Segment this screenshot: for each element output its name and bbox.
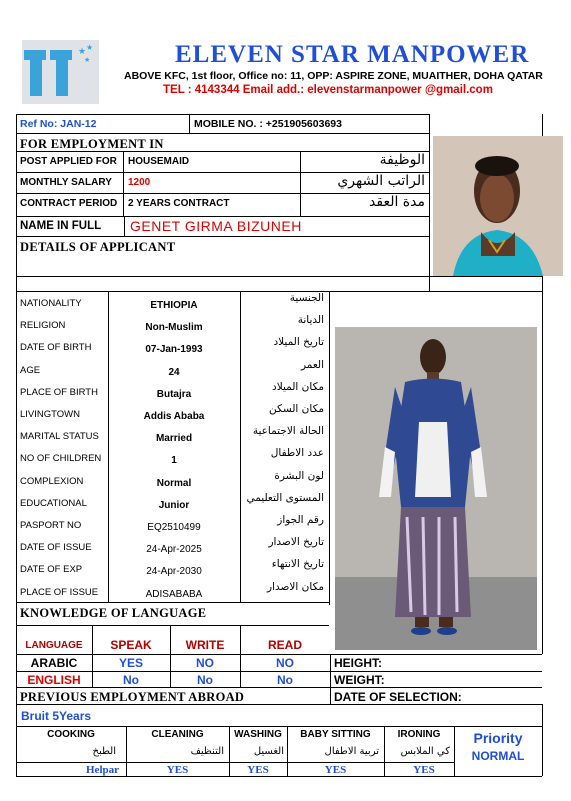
detail-arabic: تاريخ الاصدار (268, 536, 324, 549)
language-heading: KNOWLEDGE OF LANGUAGE (20, 606, 207, 620)
detail-arabic: مكان السكن (269, 403, 324, 415)
detail-arabic: مكان الاصدار (267, 580, 324, 593)
company-contact: TEL : 4143344 Email add.: elevenstarmanpower @gmail.com (163, 84, 493, 96)
detail-label: PLACE OF BIRTH (20, 386, 98, 398)
detail-arabic: مكان الميلاد (272, 380, 324, 393)
svg-text:★: ★ (78, 46, 87, 56)
lang-header-write: WRITE (185, 638, 225, 652)
ref-no: Ref No: JAN-12 (20, 118, 97, 130)
detail-value: 07-Jan-1993 (145, 344, 203, 356)
detail-label: NATIONALITY (20, 298, 82, 309)
post-applied-arabic: الوظيفة (379, 152, 425, 168)
lang-arabic: ARABIC (30, 656, 78, 670)
detail-label: NO OF CHILDREN (20, 453, 102, 465)
monthly-salary-label: MONTHLY SALARY (20, 177, 112, 188)
company-logo (22, 40, 99, 104)
details-heading: DETAILS OF APPLICANT (20, 240, 176, 254)
lang-arabic-read: NO (276, 656, 294, 670)
detail-label: DATE OF ISSUE (20, 542, 92, 554)
detail-value: 1 (171, 455, 177, 467)
lang-arabic-write: NO (196, 656, 214, 670)
detail-label: DATE OF EXP (20, 564, 83, 576)
lang-english-write: No (197, 673, 213, 687)
skill-ironing-header: IRONING (397, 729, 441, 740)
company-address: ABOVE KFC, 1st floor, Office no: 11, OPP: ASPIRE ZONE, MUAITHER, DOHA QATAR (124, 70, 543, 82)
skill-babysitting-header: BABY SITTING (300, 729, 371, 740)
skill-washing-header: WASHING (234, 729, 282, 740)
lang-english-speak: No (123, 673, 139, 687)
skill-washing-arabic: الغسيل (253, 746, 284, 757)
post-applied-value: HOUSEMAID (128, 156, 190, 167)
previous-employment-value: Bruit 5Years (21, 709, 92, 723)
detail-arabic: الديانة (297, 314, 324, 327)
detail-value: ADISABABA (145, 588, 203, 600)
lang-english: ENGLISH (27, 673, 81, 687)
employment-heading: FOR EMPLOYMENT IN (20, 137, 164, 151)
logo-eleven-icon (22, 40, 99, 104)
skill-cleaning-header: CLEANING (151, 729, 204, 740)
post-applied-label: POST APPLIED FOR (20, 156, 117, 167)
svg-text:★: ★ (86, 43, 94, 52)
detail-label: PLACE OF ISSUE (20, 586, 99, 598)
detail-arabic: المستوى التعليمي (246, 491, 324, 504)
height-label: HEIGHT: (334, 656, 382, 670)
detail-value: ETHIOPIA (150, 300, 198, 311)
svg-text:★: ★ (84, 57, 91, 64)
skill-babysitting-value: YES (324, 764, 347, 776)
detail-label: COMPLEXION (20, 475, 84, 487)
detail-value: Normal (156, 477, 192, 489)
contract-period-label: CONTRACT PERIOD (20, 198, 118, 209)
detail-value: 24 (168, 366, 180, 378)
previous-employment-heading: PREVIOUS EMPLOYMENT ABROAD (20, 690, 245, 704)
detail-label: PASPORT NO (20, 520, 82, 531)
skill-cooking-arabic: الطبخ (92, 746, 116, 757)
skill-cleaning-value: YES (166, 764, 189, 776)
detail-arabic: عدد الاطفال (270, 447, 324, 460)
detail-label: LIVINGTOWN (20, 409, 80, 420)
detail-arabic: الجنسية (289, 292, 324, 304)
detail-value: Married (155, 433, 193, 445)
lang-header-read: READ (267, 638, 302, 652)
detail-value: Addis Ababa (143, 411, 205, 422)
detail-label: EDUCATIONAL (20, 497, 87, 509)
skill-cleaning-arabic: التنظيف (190, 746, 224, 757)
company-name: ELEVEN STAR MANPOWER (175, 41, 530, 68)
monthly-salary-value: 1200 (128, 177, 151, 188)
detail-arabic: رقم الجواز (277, 514, 324, 526)
lang-arabic-speak: YES (118, 656, 143, 670)
detail-arabic: العمر (300, 358, 324, 371)
detail-value: EQ2510499 (147, 522, 201, 533)
skill-cooking-header: COOKING (47, 729, 95, 740)
detail-value: Junior (158, 499, 190, 511)
skill-babysitting-arabic: تربية الاطفال (324, 746, 379, 757)
detail-label: DATE OF BIRTH (20, 342, 92, 354)
priority-value: NORMAL (471, 749, 525, 763)
detail-arabic: الحالة الاجتماعية (252, 425, 324, 438)
date-of-selection-label: DATE OF SELECTION: (334, 690, 462, 704)
detail-label: AGE (20, 364, 41, 376)
skill-ironing-arabic: كي الملابس (400, 746, 450, 757)
priority-label: Priority (473, 730, 523, 746)
name-value: GENET GIRMA BIZUNEH (130, 218, 302, 234)
weight-label: WEIGHT: (334, 673, 385, 687)
detail-arabic: تاريخ الميلاد (273, 336, 324, 349)
name-label: NAME IN FULL (20, 220, 102, 232)
lang-english-read: No (277, 673, 293, 687)
applicant-portrait-photo (433, 136, 563, 276)
lang-header-language: LANGUAGE (25, 640, 83, 651)
mobile-no: MOBILE NO. : +251905603693 (194, 118, 342, 130)
skill-washing-value: YES (247, 764, 269, 776)
skill-cooking-value: Helpar (86, 764, 119, 776)
detail-arabic: لون البشرة (274, 469, 324, 482)
detail-label: RELIGION (20, 320, 66, 332)
monthly-salary-arabic: الراتب الشهري (337, 173, 425, 189)
applicant-full-photo (335, 327, 537, 650)
contract-period-value: 2 YEARS CONTRACT (128, 198, 230, 209)
skill-ironing-value: YES (413, 764, 435, 776)
detail-value: 24-Apr-2025 (146, 544, 202, 556)
lang-header-speak: SPEAK (110, 638, 152, 652)
detail-value: Non-Muslim (145, 322, 203, 334)
detail-value: Butajra (156, 388, 192, 400)
detail-arabic: تاريخ الانتهاء (271, 558, 324, 571)
detail-value: 24-Apr-2030 (146, 566, 202, 578)
contract-period-arabic: مدة العقد (369, 194, 425, 210)
detail-label: MARITAL STATUS (20, 431, 99, 443)
